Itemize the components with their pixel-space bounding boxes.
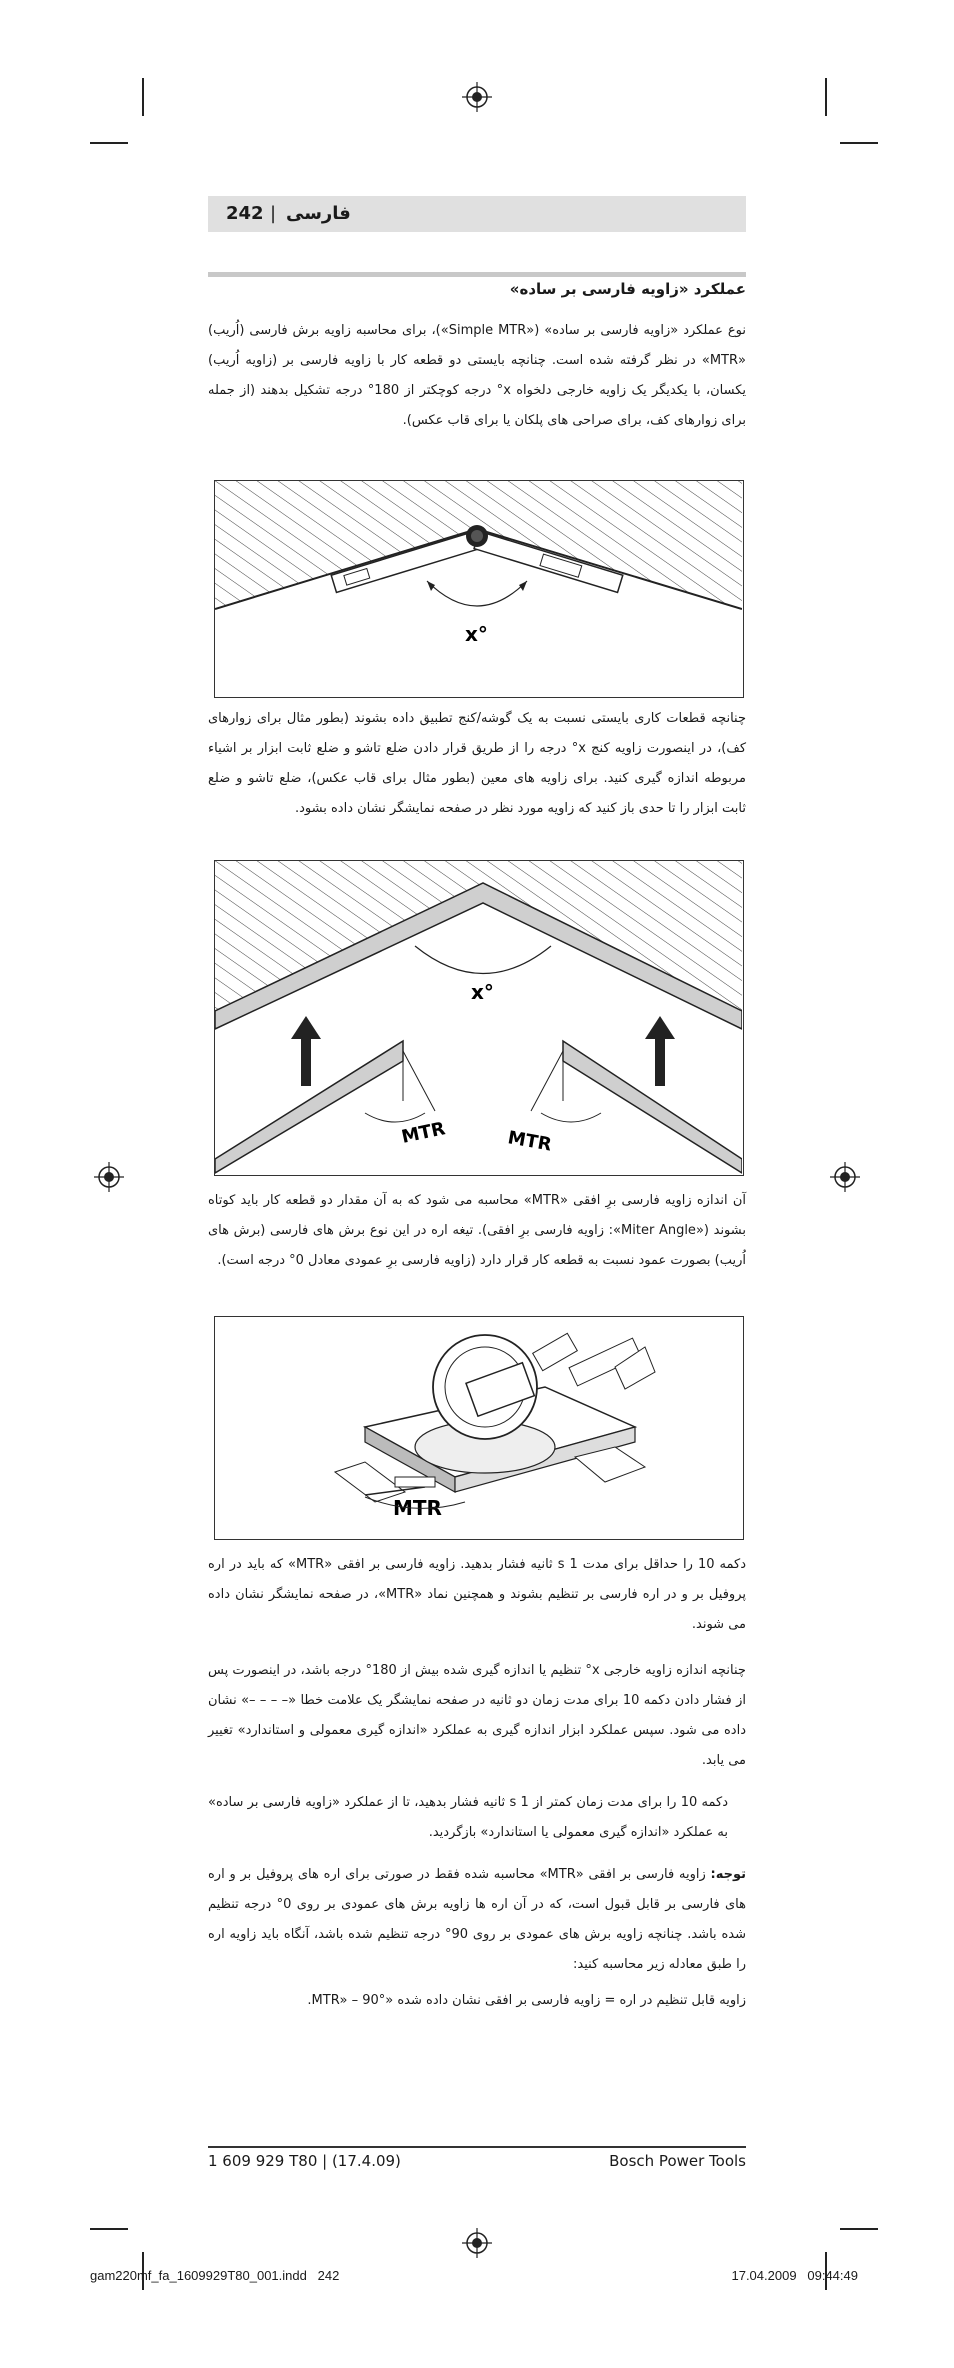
paragraph-intro: نوع عملکرد «زاویه فارسی بر ساده» («Simple MTR»)، برای محاسبه زاویه برش فارسی (اُریب) «MTR» در نظر گرفته شده است. چنانچه بایستی دو قطعه کار با زاویه فارسی بر (زاویه اُریب) یکسان، با یکدیگر یک زاویه خارجی دلخواه x° درجه کوچکتر از 180° درجه تشکیل بدهند (از جمله برای زوارهای کف، برای صراحی های پلکان یا برای قاب عکس). <box>208 323 746 428</box>
crop-mark <box>90 2228 128 2230</box>
brand-name: Bosch Power Tools <box>609 2152 746 2170</box>
miter-saw-illustration <box>215 1317 742 1538</box>
header-separator: | <box>270 203 277 224</box>
registration-mark-icon <box>462 82 492 112</box>
registration-mark-icon <box>830 1162 860 1192</box>
page-header <box>208 196 746 232</box>
angle-label: x° <box>471 980 494 1004</box>
paragraph-formula: زاویه قابل تنظیم در اره = زاویه فارسی بر افقی نشان داده شده «MTR» – 90°. <box>307 1993 746 2008</box>
section-rule <box>208 272 746 277</box>
paragraph-return: دکمه 10 را برای مدت زمان کمتر از 1 s ثانیه فشار بدهید، تا از عملکرد «زاویه فارسی بر ساده» به عملکرد «اندازه گیری معمولی یا استاندارد» بازگردید. <box>208 1795 728 1840</box>
registration-mark-icon <box>462 2228 492 2258</box>
date-slug: 17.04.2009 09:44:49 <box>731 2268 858 2283</box>
registration-mark-icon <box>94 1162 124 1192</box>
paragraph-button-press: دکمه 10 را حداقل برای مدت 1 s ثانیه فشار بدهید. زاویه فارسی بر افقی «MTR» که باید در اره پروفیل بر و در اره فارسی بر تنظیم بشوند و همچنین نماد «MTR»، در صفحه نمایشگر نشان داده می شوند. <box>208 1557 746 1632</box>
footer-rule <box>208 2146 746 2148</box>
mtr-label-left: MTR <box>399 1118 448 1148</box>
section-title: عملکرد «زاویه فارسی بر ساده» <box>509 280 746 298</box>
figure-miter-saw <box>214 1316 744 1540</box>
note-text: زاویه فارسی بر افقی «MTR» محاسبه شده فقط در صورتی برای اره های پروفیل بر و اره های فارسی بر قابل قبول است، که در آن اره ها زاویه برش های عمودی بر روی 0° درجه تنظیم شده باشد. چنانچه زاویه برش های عمودی بر روی 90° درجه تنظیم شده باشد، آنگاه باید زاویه اره را طبق معادله زیر محاسبه کنید: <box>208 1867 746 1972</box>
crop-mark <box>840 142 878 144</box>
header-language: فارسی <box>286 203 351 224</box>
miter-illustration <box>215 861 742 1174</box>
paragraph-error: چنانچه اندازه زاویه خارجی x° تنظیم یا اندازه گیری شده بیش از 180° درجه باشد، در اینصورت پس از فشار دادن دکمه 10 برای مدت زمان دو ثانیه در صفحه نمایشگر یک علامت خطا «– – – –» نشان داده می شود. سپس عملکرد ابزار اندازه گیری به عملکرد «اندازه گیری معمولی و استاندارد» تغییر می یابد. <box>208 1663 746 1768</box>
page-number: 242 <box>226 203 264 224</box>
crop-mark <box>840 2228 878 2230</box>
crop-mark <box>90 142 128 144</box>
angle-label: x° <box>465 622 488 646</box>
figure-miter-pieces <box>214 860 744 1176</box>
document-number: 1 609 929 T80 | (17.4.09) <box>208 2152 401 2170</box>
paragraph-miter-angle: آن اندازه زاویه فارسی برِ افقی «MTR» محاسبه می شود که به آن مقدار دو قطعه کار باید کوتاه بشوند («Miter Angle»: زاویه فارسی برِ افقی). تیغه اره در این نوع برش های فارسی (برش های اُریب) بصورت عمود نسبت به قطعه کار قرار دارد (زاویه فارسی برِ عمودی معادل 0° درجه است). <box>208 1193 746 1268</box>
figure-corner-measure <box>214 480 744 698</box>
file-slug: gam220mf_fa_1609929T80_001.indd 242 <box>90 2268 340 2283</box>
crop-mark <box>142 78 144 116</box>
paragraph-note <box>208 1860 746 1984</box>
crop-mark <box>825 78 827 116</box>
mtr-label-saw: MTR <box>393 1496 442 1520</box>
note-label: توجه: <box>710 1867 746 1882</box>
mtr-label-right: MTR <box>506 1127 554 1156</box>
paragraph-corner: چنانچه قطعات کاری بایستی نسبت به یک گوشه/کنج تطبیق داده بشوند (بطور مثال برای زوارهای کف)، در اینصورت زاویه کنج x° درجه را از طریق قرار دادن ضلع تاشو و ضلع ثابت ابزار بر اشیاء مربوطه اندازه گیری کنید. برای زاویه های معین (بطور مثال برای قاب عکس)، ضلع تاشو و ضلع ثابت ابزار را تا حدی باز کنید که زاویه مورد نظر در صفحه نمایشگر نشان داده بشود. <box>208 711 747 816</box>
corner-illustration <box>215 481 742 696</box>
